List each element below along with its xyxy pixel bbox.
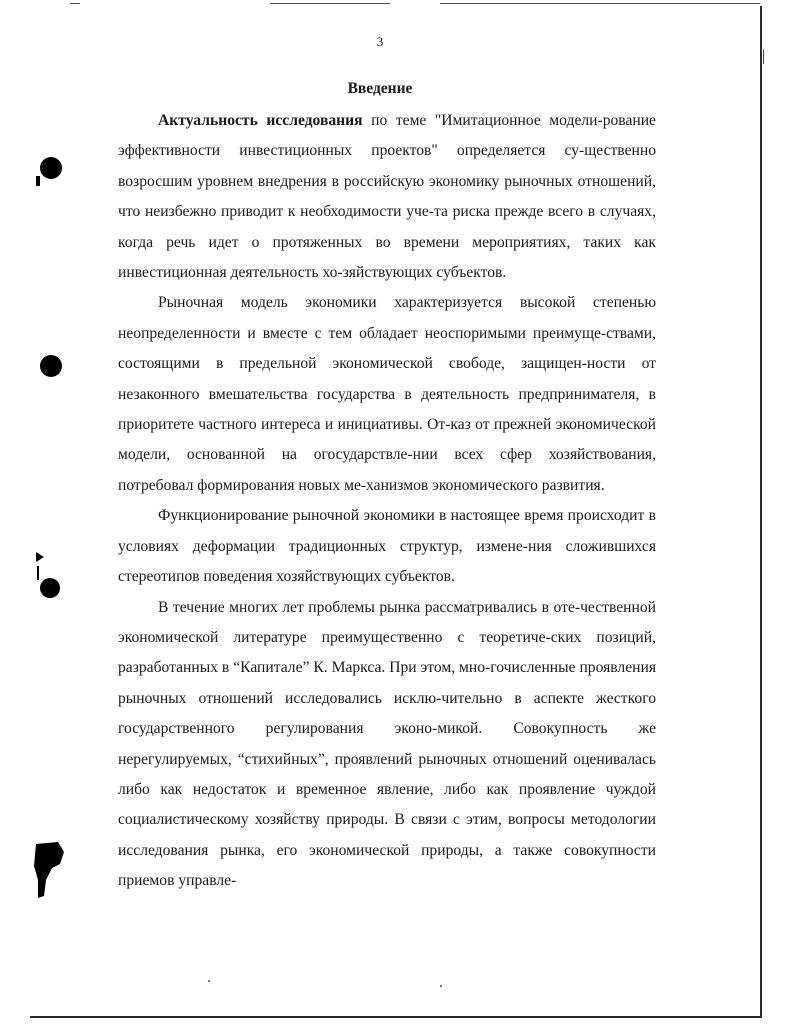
scan-edge-line — [270, 3, 390, 4]
punch-hole — [40, 578, 60, 598]
page-number: 3 — [376, 34, 384, 49]
ink-blot — [32, 840, 66, 900]
scan-border-right — [760, 6, 762, 1018]
punch-hole-mark — [36, 552, 44, 562]
scan-border-bottom — [30, 1016, 762, 1018]
scan-speck — [208, 980, 210, 982]
punch-hole — [40, 157, 62, 179]
punch-hole-mark — [37, 566, 39, 580]
punch-hole-tail — [36, 176, 40, 186]
scan-edge-line — [440, 3, 760, 4]
paragraph — [118, 106, 656, 288]
scan-speck — [440, 985, 442, 987]
punch-hole — [40, 355, 62, 377]
body-text — [118, 106, 656, 897]
scan-mark — [763, 50, 764, 64]
paragraph-lead: Актуальность исследования — [158, 112, 363, 129]
paragraph: В течение многих лет проблемы рынка рассматривались в оте-чественной экономической литературе преимущественно с теоретиче-ских позиций, разработанных в “Капитале” К. Маркса. При этом, мно-гочисленные проявления рыночных отношений исследовались исклю-чительно в аспекте жесткого государственного регулирования эконо-микой. Совокупность же нерегулируемых, “стихийных”, проявлений рыночных отношений оценивалась либо как недостаток и временное явление, либо как проявление чуждой социалистическому хозяйству природы. В связи с этим, вопросы методологии исследования рынка, его экономической природы, а также совокупности приемов управле- — [118, 598, 656, 890]
paragraph: Функционирование рыночной экономики в настоящее время происходит в условиях деформации традиционных структур, измене-ния сложившихся стереотипов поведения хозяйствующих субъектов. — [118, 507, 656, 586]
scan-edge-line — [70, 3, 80, 4]
page-title: Введение — [347, 80, 413, 97]
paragraph-text: по теме "Имитационное модели-рование эффективности инвестиционных проектов" определяется су-щественно возросшим уровнем внедрения в российскую экономику рыночных отношений, что неизбежно приводит к необходимости уче-та риска прежде всего в случаях, когда речь идет о протяженных во времени мероприятиях, таких как инвестиционная деятельность хо-зяйствующих субъектов. — [118, 112, 656, 282]
paragraph: Рыночная модель экономики характеризуется высокой степенью неопределенности и вместе с тем обладает неоспоримыми преимуще-ствами, состоящими в предельной экономической свободе, защищен-ности от незаконного вмешательства государства в деятельность предпринимателя, в приоритете частного интереса и инициативы. От-каз от прежней экономической модели, основанной на огосударствле-нии всех сфер хозяйствования, потребовал формирования новых ме-ханизмов экономического развития. — [118, 294, 656, 494]
